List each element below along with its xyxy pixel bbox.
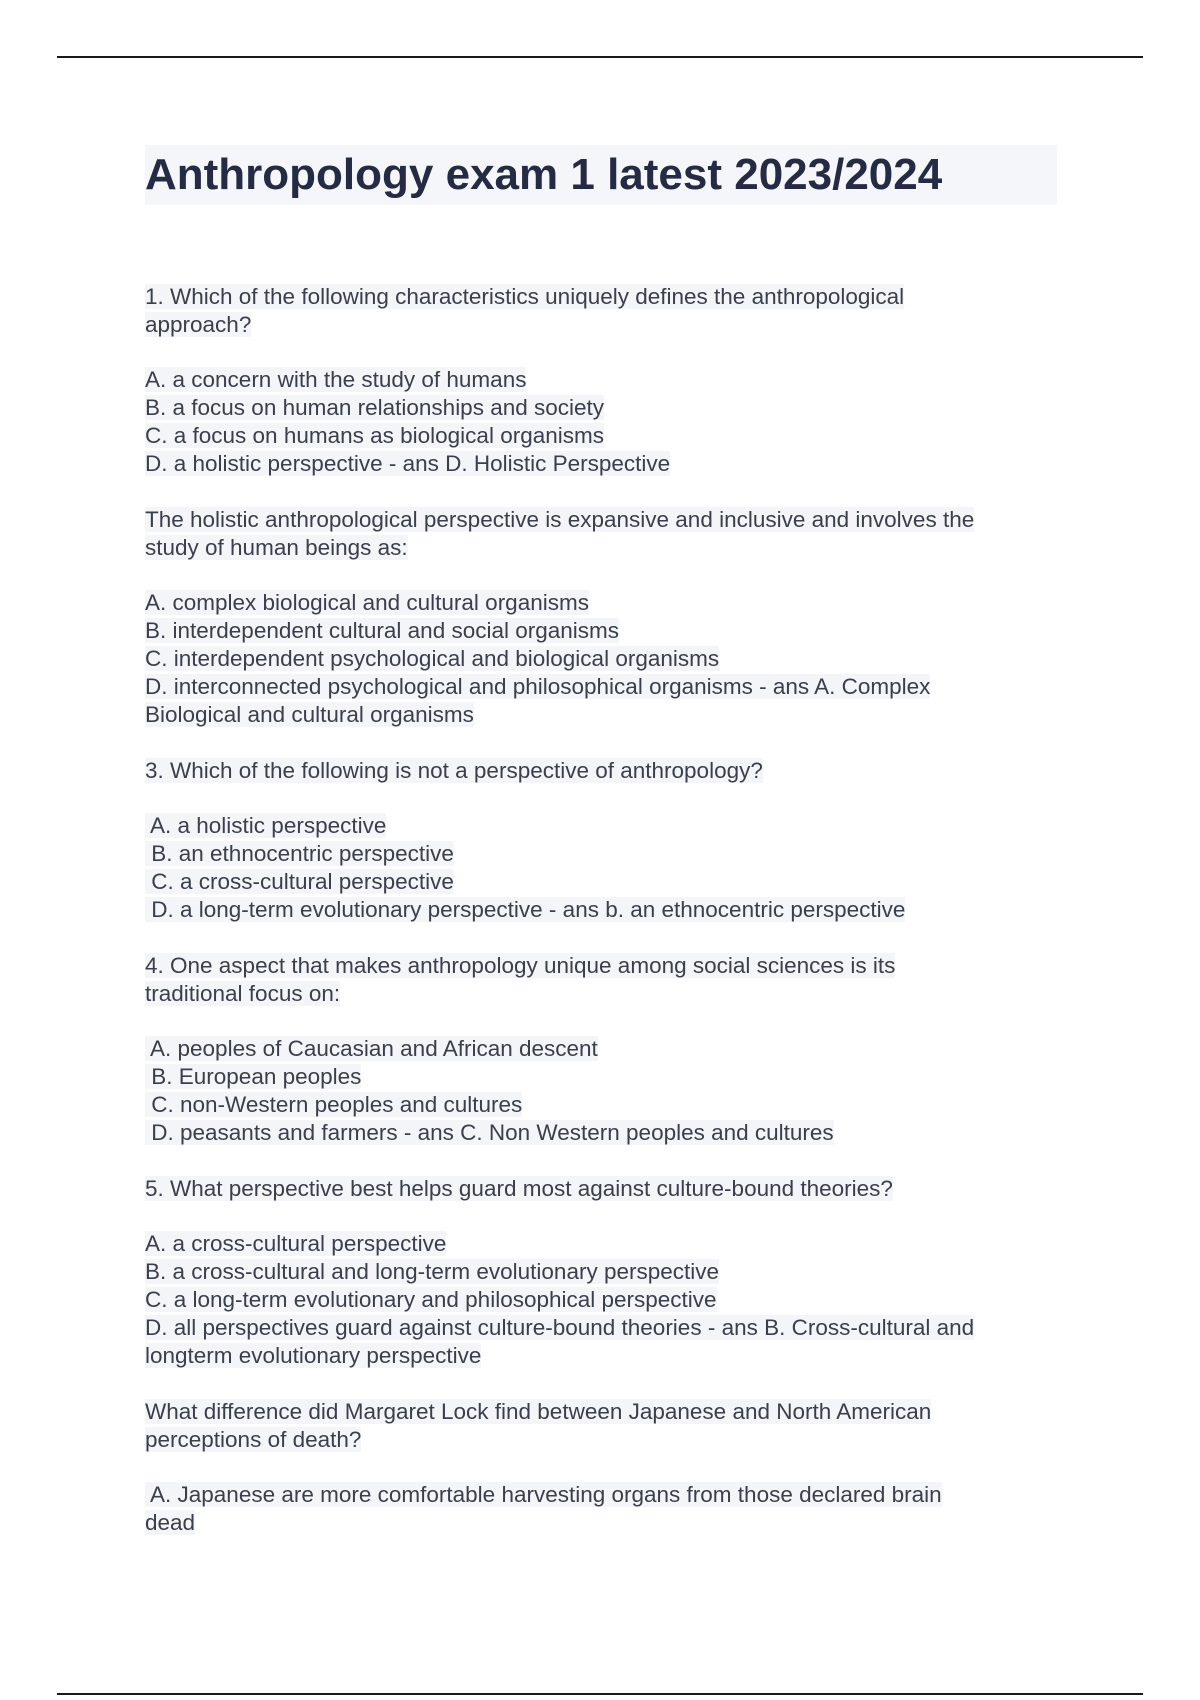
answer-option: C. a long-term evolutionary and philosophical perspective [145, 1287, 717, 1312]
question-stem-line: The holistic anthropological perspective is expansive and inclusive and involves the [145, 507, 975, 532]
question-stem-line: perceptions of death? [145, 1427, 362, 1452]
answer-option-row [145, 1258, 1057, 1286]
answer-options [145, 366, 1057, 478]
answer-option: C. a cross-cultural perspective [145, 869, 454, 894]
stem-spacer [145, 562, 1057, 589]
answer-option-row [145, 701, 1057, 729]
answer-option: A. peoples of Caucasian and African descent [145, 1036, 598, 1061]
question-stem-line: 1. Which of the following characteristics uniquely defines the anthropological [145, 284, 905, 309]
answer-option-row [145, 1286, 1057, 1314]
question-stem-line: approach? [145, 312, 252, 337]
question-stem-row [145, 952, 1057, 980]
footer-rule [57, 1693, 1143, 1695]
answer-option-row [145, 1063, 1057, 1091]
question-stem-row [145, 757, 1057, 785]
stem-spacer [145, 1454, 1057, 1481]
answer-option: B. European peoples [145, 1064, 362, 1089]
question-block [145, 757, 1057, 924]
answer-option-row [145, 1119, 1057, 1147]
answer-option-row [145, 896, 1057, 924]
answer-option: D. peasants and farmers - ans C. Non Western peoples and cultures [145, 1120, 834, 1145]
answer-option: D. a holistic perspective - ans D. Holistic Perspective [145, 451, 671, 476]
answer-options [145, 589, 1057, 729]
answer-option-row [145, 589, 1057, 617]
answer-option-row [145, 422, 1057, 450]
question-stem-line: traditional focus on: [145, 981, 341, 1006]
answer-option: A. a holistic perspective [145, 813, 387, 838]
stem-spacer [145, 339, 1057, 366]
answer-option-row [145, 1509, 1057, 1537]
question-stem-line: study of human beings as: [145, 535, 408, 560]
question-stem-row [145, 1175, 1057, 1203]
document-title: Anthropology exam 1 latest 2023/2024 [145, 145, 1057, 205]
answer-option: B. an ethnocentric perspective [145, 841, 454, 866]
answer-option-row [145, 1314, 1057, 1342]
answer-option: Biological and cultural organisms [145, 702, 474, 727]
answer-option-row [145, 450, 1057, 478]
answer-option-row [145, 1091, 1057, 1119]
header-rule [57, 56, 1143, 58]
answer-option: B. a cross-cultural and long-term evolutionary perspective [145, 1259, 720, 1284]
question-stem-row [145, 506, 1057, 534]
answer-option-row [145, 366, 1057, 394]
question-block [145, 283, 1057, 478]
answer-options [145, 1035, 1057, 1147]
question-stem-row [145, 1398, 1057, 1426]
answer-option-row [145, 1230, 1057, 1258]
answer-options [145, 812, 1057, 924]
question-spacer [145, 729, 1057, 757]
answer-option: dead [145, 1510, 196, 1535]
answer-option: A. a concern with the study of humans [145, 367, 527, 392]
answer-options [145, 1481, 1057, 1537]
question-stem-line: 3. Which of the following is not a perspective of anthropology? [145, 758, 763, 783]
document-body [145, 145, 1057, 1537]
answer-option: longterm evolutionary perspective [145, 1343, 482, 1368]
question-spacer [145, 1147, 1057, 1175]
answer-option: B. a focus on human relationships and society [145, 395, 605, 420]
question-stem [145, 1398, 1057, 1454]
stem-spacer [145, 785, 1057, 812]
answer-option: B. interdependent cultural and social organisms [145, 618, 620, 643]
question-stem-row [145, 534, 1057, 562]
question-block [145, 506, 1057, 729]
answer-option-row [145, 1342, 1057, 1370]
question-block [145, 1398, 1057, 1537]
answer-option-row [145, 1481, 1057, 1509]
question-spacer [145, 1370, 1057, 1398]
answer-option-row [145, 812, 1057, 840]
stem-spacer [145, 1008, 1057, 1035]
answer-option: C. interdependent psychological and biological organisms [145, 646, 720, 671]
question-stem [145, 757, 1057, 785]
answer-option-row [145, 1035, 1057, 1063]
question-block [145, 952, 1057, 1147]
answer-option: C. non-Western peoples and cultures [145, 1092, 523, 1117]
question-stem-line: 5. What perspective best helps guard most against culture-bound theories? [145, 1176, 893, 1201]
answer-option: A. Japanese are more comfortable harvesting organs from those declared brain [145, 1482, 942, 1507]
answer-option: C. a focus on humans as biological organisms [145, 423, 604, 448]
question-stem-line: 4. One aspect that makes anthropology unique among social sciences is its [145, 953, 896, 978]
question-stem-row [145, 311, 1057, 339]
question-stem [145, 506, 1057, 562]
answer-option-row [145, 617, 1057, 645]
question-stem-line: What difference did Margaret Lock find between Japanese and North American [145, 1399, 932, 1424]
question-stem-row [145, 283, 1057, 311]
stem-spacer [145, 1203, 1057, 1230]
question-stem [145, 1175, 1057, 1203]
answer-option-row [145, 394, 1057, 422]
answer-option-row [145, 673, 1057, 701]
answer-option-row [145, 840, 1057, 868]
answer-option: D. a long-term evolutionary perspective - ans b. an ethnocentric perspective [145, 897, 906, 922]
question-stem-row [145, 1426, 1057, 1454]
answer-option-row [145, 868, 1057, 896]
question-block [145, 1175, 1057, 1370]
question-list [145, 283, 1057, 1537]
answer-option: D. interconnected psychological and philosophical organisms - ans A. Complex [145, 674, 931, 699]
answer-option: A. a cross-cultural perspective [145, 1231, 447, 1256]
answer-option-row [145, 645, 1057, 673]
question-stem [145, 952, 1057, 1008]
question-stem-row [145, 980, 1057, 1008]
question-stem [145, 283, 1057, 339]
answer-options [145, 1230, 1057, 1370]
answer-option: D. all perspectives guard against culture-bound theories - ans B. Cross-cultural and [145, 1315, 975, 1340]
answer-option: A. complex biological and cultural organisms [145, 590, 589, 615]
question-spacer [145, 478, 1057, 506]
question-spacer [145, 924, 1057, 952]
